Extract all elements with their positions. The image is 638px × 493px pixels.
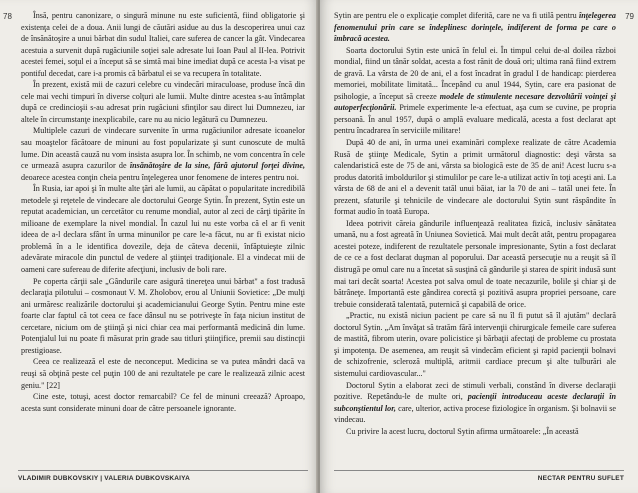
paragraph: Ideea potrivit căreia gândurile influenţează realitatea fizică, inclusiv sănătatea umană, nu a fost agreată în Uniunea Sovietică. Mai mult decât atât, pentru propagarea acestei poteze, indiferent de rezultatele personale impresionante, Sytin a fost declarat de ce ce a fost declarat duşman al poporului. Dar această persecuţie nu a reuşit să îl distrugă pe omul care nu a încetat să susţină că gândurile şi starea de spirit indusă sunt mai tari decât soarta! Acestea pot salva omul de toate necazurile, bolile şi chiar şi de bătrâneţe. Importantă este gândirea corectă şi pozitivă asupra propriei persoane, care trebuie considerată talentată, puternică şi capabilă de orice. [334, 218, 616, 309]
paragraph: Cu privire la acest lucru, doctorul Sytin afirma următoarele: „În această [346, 426, 579, 436]
paragraph: După 40 de ani, în urma unei examinări complexe realizate de către Academia Rusă de ştiinţe Medicale, Sytin a primit următorul diagnostic: deşi vârsta sa calendaristică este de 75 de ani, vârsta sa biologică este de 35 de ani! Acest lucru s-a produs datorită imboldurilor şi stimulilor pe care le-a utilizat activ în toţi aceşti ani. La vârsta de 68 de ani el a devenit tatăl unui băiat, iar la 70 de ani – tatăl unei fete. În prezent, sfaturile şi tehnicile de vindecare ale doctorului Sytin sunt răspândite în format audio în toată Europa. [334, 138, 616, 217]
paragraph: Însă, pentru canonizare, o singură minune nu este suficientă, fiind obligatorie şi existenţa celei de a doua. Anii lungi de căutări asidue au dus la descoperirea unui caz de însănătoşire a unui bărbat din sudul Italiei, care suferea de cancer la gât. Vindecarea acestuia a survenit după rugăciunile soţiei sale adresate lui Ioan Paul al II-lea. Potrivit acestei femei, soţul ei a început să se simtă mai bine imediat după ce acesta l-a visat pe pontiful decedat, care i-a promis că bărbatul ei se va recupera în totalitate. [21, 11, 305, 78]
paragraph [334, 10, 616, 45]
paragraph [334, 45, 616, 137]
paragraph: „Practic, nu există niciun pacient pe care să nu îl fi putut să îl ajutăm" declară doctorul Sytin. „Am învăţat să tratăm fără intervenţii chirurgicale femeile care suferea de mastită, fibrom uterin, ovare policistice şi bărbaţii afectaţi de probleme cu prostata şi impotenţa. De asemenea, am reuşit să vindecăm eficient şi rapid pacienţii bolnavi de schizofrenie, scleroză multiplă, aritmii cardiace precum şi alte tulburări ale sistemului cardiovascular..." [334, 311, 616, 378]
paragraph-text: Multiplele cazuri de vindecare survenite în urma rugăciunilor adresate icoanelor sau moaştelor făcătoare de minuni au fost popularizate şi sunt cunoscute de multă lume. Din această cauză nu vom insista asupra lor. În schimb, ne vom concentra în cele ce urmează asupra cazurilor de [21, 126, 305, 171]
paragraph: Pe coperta cărţii sale „Gândurile care asigură tinereţea unui bărbat" a fost tradusă declaraţia pilotului – cosmonaut V. M. Zholobov, erou al Uniunii Sovietice: „De mulţi ani urmăresc realizările doctorului şi academicianului George Sytin. Pentru mine este foarte clar faptul că tot ceea ce face dânsul nu se potriveşte în faţa niciun institut de cercetare, nicium om de ştiinţă şi nici chiar cea mai performantă medicină din lume. Potenţialul lui nu poate fi măsurat prin grade sau titluri ştiinţifice, premii sau distincţii prestigioase. [21, 276, 305, 355]
paragraph-text: care, ulterior, activa procese fiziologice în organism. Şi bolnavii se vindecau. [334, 403, 616, 425]
paragraph: Ceea ce realizează el este de neconceput. Medicina se va putea mândri dacă va reuşi să obţină peste cel puţin 100 de ani rezultatele pe care le realizează zilnic acest geniu." [22] [21, 357, 305, 390]
paragraph-text: deoarece acestea conţin cheia pentru înţelegerea unor fenomene de interes pentru noi. [21, 172, 299, 182]
right-page-text [334, 10, 616, 437]
paragraph: În prezent, există mii de cazuri celebre cu vindecări miraculoase, produse încă din cele mai vechi timpuri în diverse colţuri ale lumii. Multe dintre acestea s-au întâmplat după ce credincioşii s-au adresat prin rugăciuni sfinţilor sau direct lui Dumnezeu, iar altele în circumstanţe inexplicabile, care nu au nicio legătură cu Dumnezeu. [21, 80, 305, 124]
paragraph [21, 125, 305, 183]
paragraph: Cine este, totuşi, acest doctor remarcabil? Ce fel de minuni creează? Aproapo, acesta sunt considerate minuni doar de către persoanele ignorante. [21, 392, 305, 413]
left-page-text [21, 10, 305, 414]
emphasis-text: însănătoşire de la sine, fără ajutorul forţei divine, [129, 161, 305, 171]
paragraph-text: Doctorul Sytin a elaborat zeci de stimuli verbali, constând în diverse declaraţii pozitive. Repetându-le de multe ori, [334, 380, 616, 402]
emphasis-text: modele de stimulente necesare dezvoltării voinţei şi autoperfecţionării. [334, 91, 616, 113]
paragraph-text: Soarta doctorului Sytin este unică în felul ei. În timpul celui de-al doilea război mondial, fiind un tânăr soldat, acesta a fost rănit de două ori; ultima rană fiind extrem de gravă. La vârsta de 20 de ani, el a fost încadrat în gradul I de handicap: pierderea memoriei, mobilitate limitată... Începând cu anul 1944, Sytin, care era pasionat de psihologie, a început să creeze [334, 45, 616, 101]
paragraph-text: Primele experimente le-a efectuat, aşa cum se cuvine, pe propria persoană. În anul 1957, după o amplă evaluare medicală, acesta a fost declarat apt pentru încadrarea în serviciile militare! [334, 103, 616, 136]
paragraph: În Rusia, iar apoi şi în multe alte ţări ale lumii, au căpătat o popularitate incredibilă metodele şi reţetele de vindecare ale doctorului George Sytin. În prezent, Sytin este un reputat academician, un cercetător cu renume mondial, autor al zeci de cărţi tipărite în milioane de exemplare la nivel mondial. În cazul lui nu este vorba că el ar fi venit ideea de a-l declara sfânt în urma minunilor pe care le-a făcut, nu ar fi existat nicio problemă în a le identifica dovezile, deja de căteva decenii, înfăptuieşte zilnic adevărate miracole din punctul de vedere al ştiinţei tradiţionale. El a vindecat mii de oameni care sufereau de diferite afecţiuni, inclusiv de boli rare. [21, 184, 305, 275]
emphasis-text: pacienţii introduceau aceste declaraţii în subconştientul lor, [334, 392, 617, 413]
paragraph [334, 380, 616, 426]
paragraph-text: Sytin are pentru ele o explicaţie complet diferită, care ne va fi utilă pentru [334, 11, 579, 20]
left-page-number: 78 [3, 12, 12, 21]
right-page-number: 79 [625, 12, 634, 21]
footer-divider [18, 470, 308, 471]
left-page [0, 0, 318, 493]
left-running-footer: VLADIMIR DUBKOVSKIY | VALERIA DUBKOVSKAIYA [18, 475, 191, 482]
right-running-footer: NECTAR PENTRU SUFLET [537, 475, 624, 482]
emphasis-text: înţelegerea fenomenului prin care se îndeplinesc dorinţele, indiferent de forma pe care o îmbracă acestea. [334, 11, 616, 44]
footer-divider [334, 470, 624, 471]
right-page [320, 0, 638, 493]
